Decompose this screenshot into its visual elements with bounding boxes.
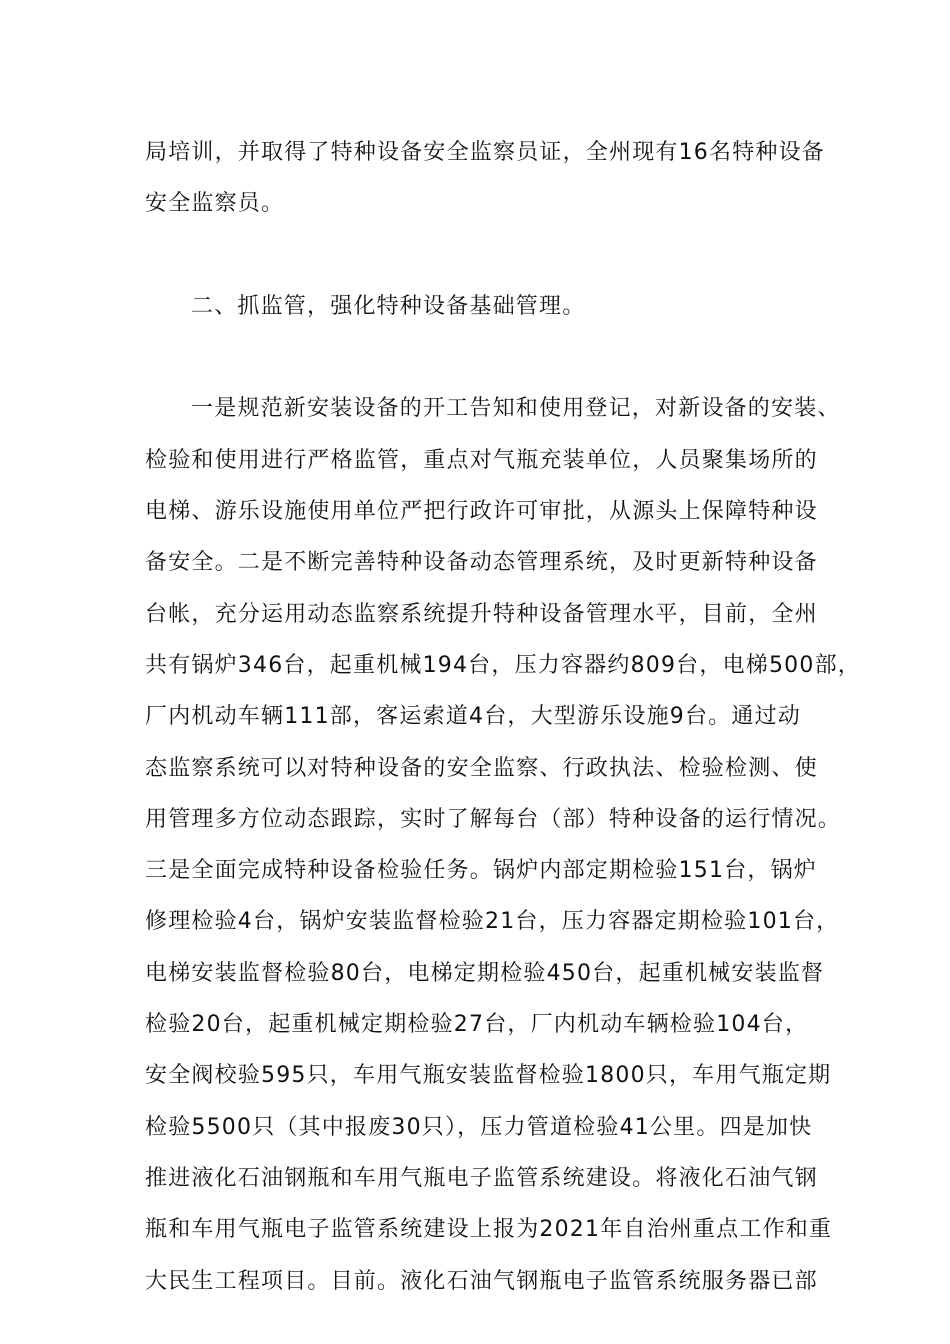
- text-line: 电梯安装监督检验80台，电梯定期检验450台，起重机械安装监督: [145, 960, 825, 986]
- text-line: 推进液化石油钢瓶和车用气瓶电子监管系统建设。将液化石油气钢: [145, 1165, 818, 1191]
- text-line: 电梯、游乐设施使用单位严把行政许可审批，从源头上保障特种设: [145, 499, 818, 525]
- text-line: 检验和使用进行严格监管，重点对气瓶充装单位，人员聚集场所的: [145, 447, 818, 473]
- text-line: 安全阀校验595只，车用气瓶安装监督检验1800只，车用气瓶定期: [145, 1063, 832, 1089]
- text-line: 一是规范新安装设备的开工告知和使用登记，对新设备的安装、: [191, 396, 841, 422]
- section-heading: 二、抓监管，强化特种设备基础管理。: [191, 293, 586, 319]
- text-line: 局培训，并取得了特种设备安全监察员证，全州现有16名特种设备: [145, 140, 825, 165]
- text-line: 厂内机动车辆111部，客运索道4台，大型游乐设施9台。通过动: [145, 704, 801, 730]
- text-line: 共有锅炉346台，起重机械194台，压力容器约809台，电梯500部，: [145, 652, 861, 678]
- text-line: 态监察系统可以对特种设备的安全监察、行政执法、检验检测、使: [145, 755, 818, 781]
- text-line: 三是全面完成特种设备检验任务。锅炉内部定期检验151台，锅炉: [145, 858, 817, 884]
- body-text: [145, 132, 861, 1312]
- text-line: 备安全。二是不断完善特种设备动态管理系统，及时更新特种设备: [145, 550, 818, 576]
- paragraph-gap: [145, 337, 810, 388]
- paragraph-gap: [145, 235, 810, 286]
- text-line: 大民生工程项目。目前。液化石油气钢瓶电子监管系统服务器已部: [145, 1268, 818, 1294]
- text-line: 检验5500只（其中报废30只），压力管道检验41公里。四是加快: [145, 1114, 813, 1140]
- text-line: 检验20台，起重机械定期检验27台，厂内机动车辆检验104台，: [145, 1012, 809, 1038]
- text-line: 瓶和车用气瓶电子监管系统建设上报为2021年自治州重点工作和重: [145, 1217, 833, 1243]
- text-line: 修理检验4台，锅炉安装监督检验21台，压力容器定期检验101台，: [145, 909, 840, 935]
- text-line: 安全监察员。: [145, 191, 285, 217]
- text-line: 台帐，充分运用动态监察系统提升特种设备管理水平，目前，全州: [145, 601, 818, 627]
- text-line: 用管理多方位动态跟踪，实时了解每台（部）特种设备的运行情况。: [145, 806, 842, 832]
